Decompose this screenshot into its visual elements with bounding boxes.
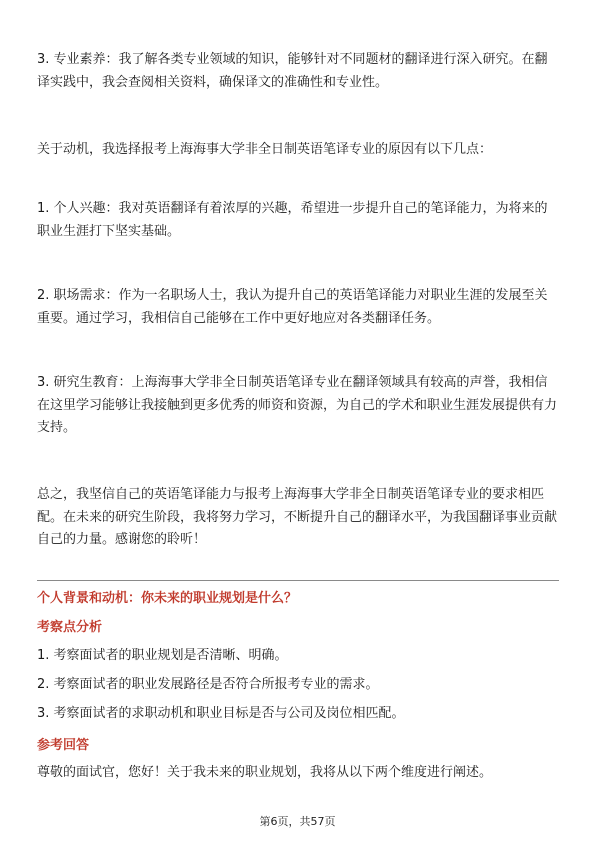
paragraph-graduate-education: 3. 研究生教育：上海海事大学非全日制英语笔译专业在翻译领域具有较高的声誉，我相信在这里学习能够让我接触到更多优秀的师资和资源，为自己的学术和职业生涯发展提供有力支持。 (37, 375, 558, 435)
section-divider (37, 580, 559, 581)
analysis-item: 3. 考察面试者的求职动机和职业目标是否与公司及岗位相匹配。 (37, 706, 405, 721)
analysis-heading: 考察点分析 (37, 620, 103, 635)
page-footer: 第6页，共57页 (259, 815, 336, 828)
analysis-item: 1. 考察面试者的职业规划是否清晰、明确。 (37, 648, 288, 663)
answer-text: 尊敬的面试官，您好！关于我未来的职业规划，我将从以下两个维度进行阐述。 (37, 765, 493, 780)
answer-heading: 参考回答 (37, 738, 90, 753)
paragraph-professional-quality: 3. 专业素养：我了解各类专业领域的知识，能够针对不同题材的翻译进行深入研究。在翻译实践中，我会查阅相关资料，确保译文的准确性和专业性。 (37, 52, 548, 90)
paragraph-motivation-intro: 关于动机，我选择报考上海海事大学非全日制英语笔译专业的原因有以下几点： (37, 142, 493, 157)
paragraph-personal-interest: 1. 个人兴趣：我对英语翻译有着浓厚的兴趣，希望进一步提升自己的笔译能力，为将来的职业生涯打下坚实基础。 (37, 201, 548, 239)
paragraph-conclusion: 总之，我坚信自己的英语笔译能力与报考上海海事大学非全日制英语笔译专业的要求相匹配。在未来的研究生阶段，我将努力学习，不断提升自己的翻译水平，为我国翻译事业贡献自己的力量。感谢您的聆听！ (37, 487, 558, 547)
question-title: 个人背景和动机：你未来的职业规划是什么？ (37, 591, 298, 606)
analysis-item: 2. 考察面试者的职业发展路径是否符合所报考专业的需求。 (37, 677, 379, 692)
paragraph-career-need: 2. 职场需求：作为一名职场人士，我认为提升自己的英语笔译能力对职业生涯的发展至关重要。通过学习，我相信自己能够在工作中更好地应对各类翻译任务。 (37, 288, 548, 326)
